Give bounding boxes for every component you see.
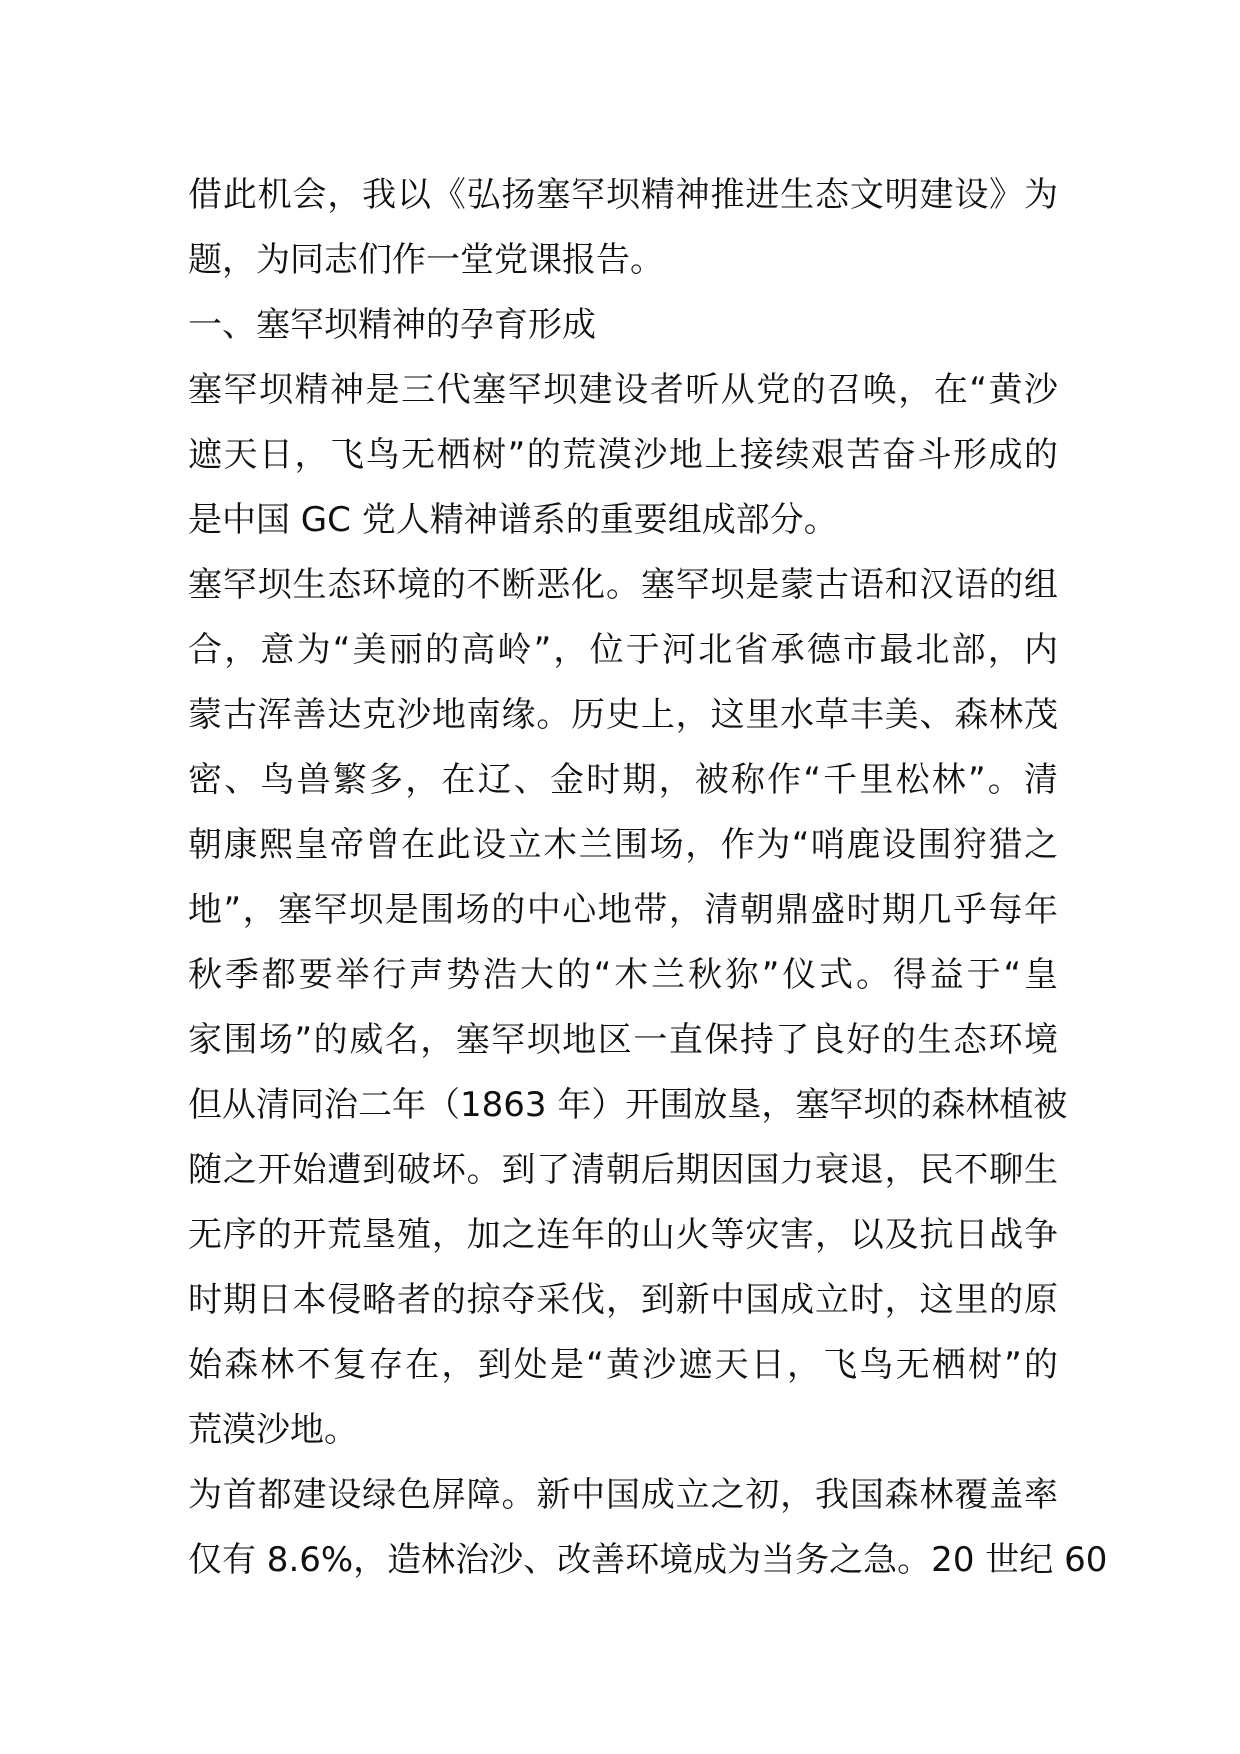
text-line: 密、鸟兽繁多，在辽、金时期，被称作“千里松林”。清 (188, 760, 1058, 800)
text-line: 塞罕坝精神是三代塞罕坝建设者听从党的召唤，在“黄沙 (188, 370, 1058, 410)
document-body (188, 163, 1108, 1593)
text-line: 遮天日，飞鸟无栖树”的荒漠沙地上接续艰苦奋斗形成的 (188, 435, 1058, 475)
text-line: 时期日本侵略者的掠夺采伐，到新中国成立时，这里的原 (188, 1280, 1058, 1320)
text-line: 秋季都要举行声势浩大的“木兰秋狝”仪式。得益于“皇 (188, 955, 1058, 995)
text-line: 合，意为“美丽的高岭”，位于河北省承德市最北部，内 (188, 630, 1058, 670)
text-line: 借此机会，我以《弘扬塞罕坝精神推进生态文明建设》为 (188, 175, 1058, 215)
text-line: 但从清同治二年（1863 年）开围放垦，塞罕坝的森林植被 (188, 1085, 1068, 1125)
text-line: 为首都建设绿色屏障。新中国成立之初，我国森林覆盖率 (188, 1475, 1058, 1515)
text-line: 家围场”的威名，塞罕坝地区一直保持了良好的生态环境 (188, 1020, 1058, 1060)
text-line: 朝康熙皇帝曾在此设立木兰围场，作为“哨鹿设围狩猎之 (188, 825, 1058, 865)
text-line: 地”，塞罕坝是围场的中心地带，清朝鼎盛时期几乎每年 (188, 890, 1058, 930)
text-line: 随之开始遭到破坏。到了清朝后期因国力衰退，民不聊生 (188, 1150, 1058, 1190)
text-line: 无序的开荒垦殖，加之连年的山火等灾害，以及抗日战争 (188, 1215, 1058, 1255)
text-line: 仅有 8.6%，造林治沙、改善环境成为当务之急。20 世纪 60 (188, 1540, 1108, 1580)
text-line: 荒漠沙地。 (188, 1410, 358, 1450)
text-line: 题，为同志们作一堂党课报告。 (188, 240, 664, 280)
section-heading: 一、塞罕坝精神的孕育形成 (188, 305, 596, 345)
text-line: 是中国 GC 党人精神谱系的重要组成部分。 (188, 500, 838, 540)
text-line: 塞罕坝生态环境的不断恶化。塞罕坝是蒙古语和汉语的组 (188, 565, 1058, 605)
text-line: 蒙古浑善达克沙地南缘。历史上，这里水草丰美、森林茂 (188, 695, 1058, 735)
text-line: 始森林不复存在，到处是“黄沙遮天日，飞鸟无栖树”的 (188, 1345, 1058, 1385)
